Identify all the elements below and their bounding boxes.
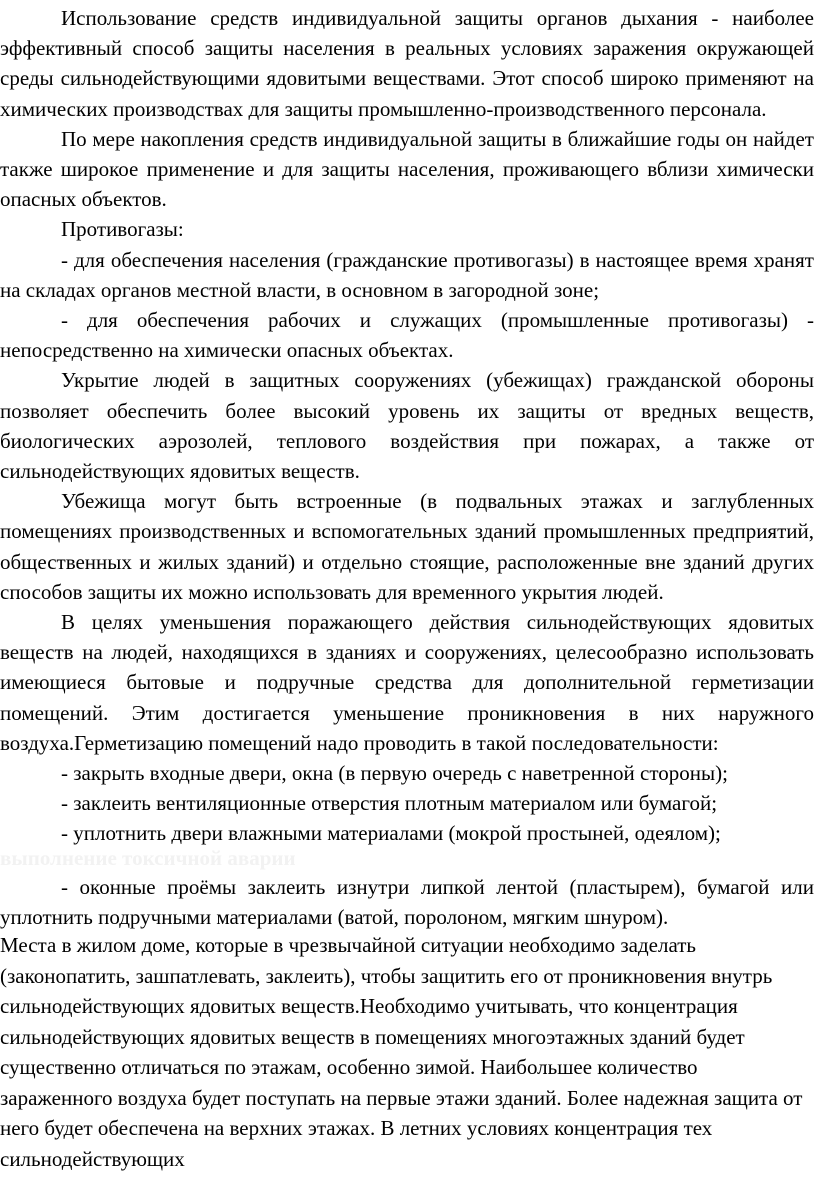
paragraph-accumulation: По мере накопления средств индивидуальной защиты в ближайшие годы он найдет также широкое применение и для защиты населения, проживающего вблизи химически опасных объектов. [0, 126, 814, 212]
paragraph-gas-masks-heading: Противогазы: [61, 217, 184, 242]
faded-ghost-line: выполнение токсичной аварии [0, 846, 296, 870]
paragraph-shelters-protection: Укрытие людей в защитных сооружениях (убежищах) гражданской обороны позволяет обеспечить более высокий уровень их защиты от вредных веществ, биологических аэрозолей, теплового воздействия при пожарах, а также от сильнодействующих ядовитых веществ. [0, 368, 814, 484]
window-text [0, 872, 814, 932]
final-text [0, 930, 814, 1174]
paragraph-house-places: Места в жилом доме, которые в чрезвычайной ситуации необходимо заделать (законопатить, зашпатлевать, заклеить), чтобы защитить его от проникновения внутрь сильнодействующих ядовитых веществ.Необходимо учитывать, что концентрация сильнодействующих ядовитых веществ в помещениях многоэтажных зданий будет существенно отличаться по этажам, особенно зимой. Наибольшее количество зараженного воздуха будет поступать на первые этажи зданий. Более надежная защита от него будет обеспечена на верхних этажах. В летних условиях концентрация тех сильнодействующих [0, 933, 803, 1171]
list-item-close-doors: - закрыть входные двери, окна (в первую очередь с наветренной стороны); [61, 761, 728, 786]
list-item-industrial-gas-masks: - для обеспечения рабочих и служащих (промышленные противогазы) - непосредственно на химически опасных объектах. [0, 308, 814, 363]
list-item-seal-windows: - оконные проёмы заклеить изнутри липкой лентой (пластырем), бумагой или уплотнить подручными материалами (ватой, поролоном, мягким шнуром). [0, 875, 814, 930]
main-text [0, 3, 814, 849]
list-item-seal-vents: - заклеить вентиляционные отверстия плотным материалом или бумагой; [61, 791, 718, 816]
list-item-civil-gas-masks: - для обеспечения населения (гражданские противогазы) в настоящее время хранят на складах органов местной власти, в основном в загородной зоне; [0, 247, 814, 302]
paragraph-sealing: В целях уменьшения поражающего действия сильнодействующих ядовитых веществ на людей, находящихся в зданиях и сооружениях, целесообразно использовать имеющиеся бытовые и подручные средства для дополнительной герметизации помещений. Этим достигается уменьшение проникновения в них наружного воздуха.Герметизацию помещений надо проводить в такой последовательности: [0, 610, 814, 755]
paragraph-shelter-types: Убежища могут быть встроенные (в подвальных этажах и заглубленных помещениях производственных и вспомогательных зданий промышленных предприятий, общественных и жилых зданий) и отдельно стоящие, расположенные вне зданий других способов защиты их можно использовать для временного укрытия людей. [0, 489, 814, 604]
list-item-seal-doors: - уплотнить двери влажными материалами (мокрой простыней, одеялом); [61, 821, 721, 846]
paragraph-respiratory-protection: Использование средств индивидуальной защиты органов дыхания - наиболее эффективный способ защиты населения в реальных условиях заражения окружающей среды сильнодействующими ядовитыми веществами. Этот способ широко применяют на химических производствах для защиты промышленно-производственного персонала. [0, 6, 814, 121]
